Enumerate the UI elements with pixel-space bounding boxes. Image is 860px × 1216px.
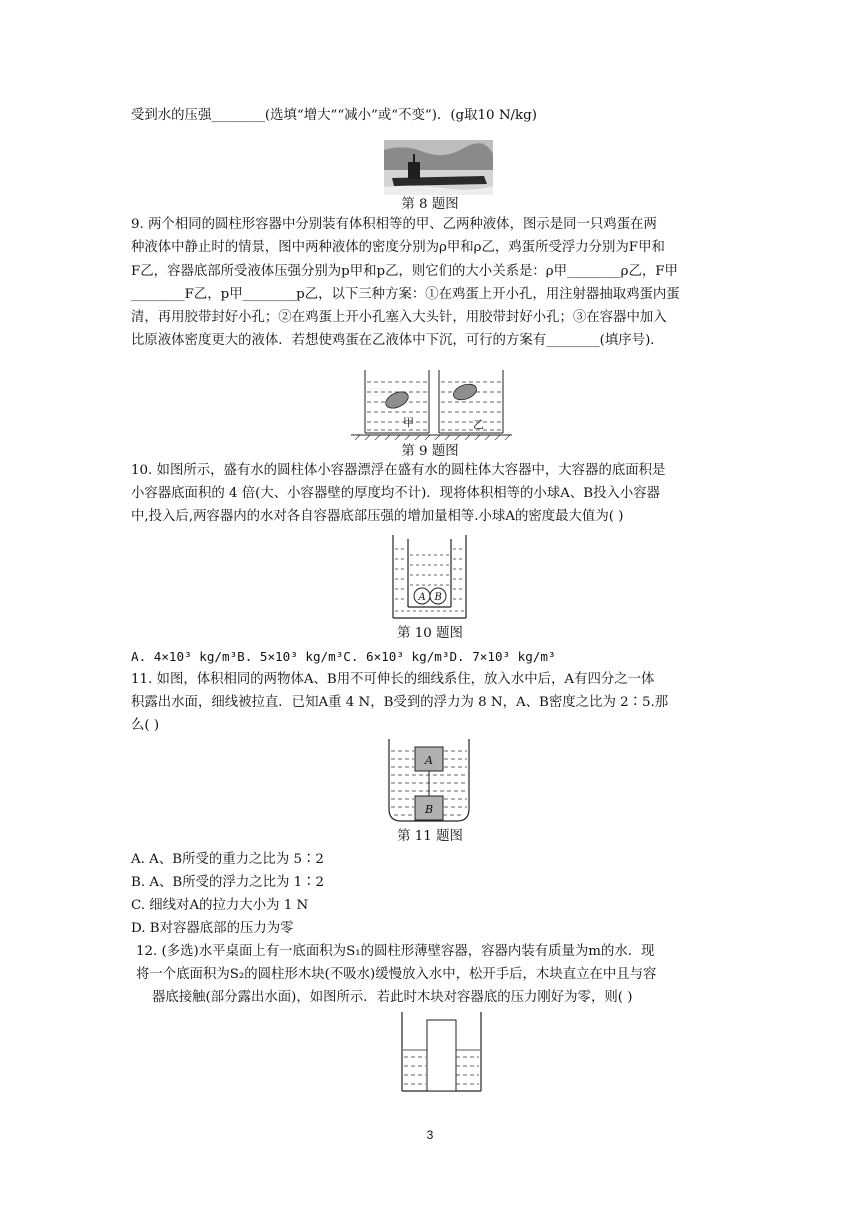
q12-line-2: 将一个底面积为S₂的圆柱形木块(不吸水)缓慢放入水中，松开手后，木块直立在中且与容: [136, 967, 657, 982]
q11-option-a: A. A、B所受的重力之比为 5∶2: [131, 852, 324, 867]
q11-option-b: B. A、B所受的浮力之比为 1∶2: [131, 875, 325, 890]
q9-line-6: 比原液体密度更大的液体．若想使鸡蛋在乙液体中下沉，可行的方案有________(填序号)．: [131, 333, 664, 348]
fig10-ball-a: A: [418, 592, 426, 603]
q9-line-2: 种液体中静止时的情景，图中两种液体的密度分别为ρ甲和ρ乙，鸡蛋所受浮力分别为F甲和: [131, 240, 665, 255]
fig11-block-a: A: [425, 754, 433, 767]
fig10-ball-b: B: [434, 592, 442, 603]
fig11-caption: 第 11 题图: [397, 829, 463, 844]
q9-line-4: ________F乙，p甲________p乙，以下三种方案：①在鸡蛋上开小孔，用注射器抽取鸡蛋内蛋: [131, 287, 680, 302]
q11-line-1: 11. 如图，体积相同的两物体A、B用不可伸长的细线系住，放入水中后，A有四分之一体: [131, 672, 655, 687]
q9-line-1: 9. 两个相同的圆柱形容器中分别装有体积相等的甲、乙两种液体，图示是同一只鸡蛋在两: [131, 217, 657, 232]
page-number: 3: [426, 1128, 434, 1142]
q8-tail: 受到水的压强________(选填“增大”“减小”或“不变”)．(g取10 N/kg): [131, 108, 537, 123]
q12-line-1: 12. (多选)水平桌面上有一底面积为S₁的圆柱形薄壁容器，容器内装有质量为m的水．现: [136, 944, 655, 959]
q11-option-c: C. 细线对A的拉力大小为 1 N: [131, 898, 309, 913]
fig8-caption: 第 8 题图: [401, 197, 459, 212]
fig9-label-right: 乙: [473, 418, 484, 431]
q9-line-3: F乙，容器底部所受液体压强分别为p甲和p乙，则它们的大小关系是：ρ甲________ρ乙，F甲: [131, 264, 678, 279]
q10-line-3: 中,投入后,两容器内的水对各自容器底部压强的增加量相等.小球A的密度最大值为( ): [131, 509, 624, 524]
q11-line-2: 积露出水面，细线被拉直．已知A重 4 N，B受到的浮力为 8 N，A、B密度之比为 2∶5.那: [131, 695, 669, 710]
q11-line-3: 么( ): [131, 718, 160, 733]
q12-line-3: 器底接触(部分露出水面)，如图所示．若此时木块对容器底的压力刚好为零，则( ): [152, 990, 633, 1005]
fig12-diagram: [400, 1010, 484, 1094]
fig11-diagram: [386, 737, 472, 824]
fig11-block-b: B: [425, 803, 434, 816]
q10-options: A. 4×10³ kg/m³B. 5×10³ kg/m³C. 6×10³ kg/m³D. 7×10³ kg/m³: [131, 649, 556, 664]
q11-option-d: D. B对容器底部的压力为零: [131, 921, 294, 936]
submarine-photo: [384, 140, 493, 195]
fig10-diagram: [390, 533, 470, 621]
fig9-label-left: 甲: [403, 416, 414, 429]
q10-line-2: 小容器底面积的 4 倍(大、小容器壁的厚度均不计)．现将体积相等的小球A、B投入小容器: [131, 486, 661, 501]
fig10-caption: 第 10 题图: [397, 626, 463, 641]
q10-line-1: 10. 如图所示，盛有水的圆柱体小容器漂浮在盛有水的圆柱体大容器中，大容器的底面积是: [131, 463, 666, 478]
fig9-caption: 第 9 题图: [401, 444, 459, 459]
q9-line-5: 清，再用胶带封好小孔；②在鸡蛋上开小孔塞入大头针，用胶带封好小孔；③在容器中加入: [131, 310, 667, 325]
fig9-diagram: [351, 366, 512, 440]
